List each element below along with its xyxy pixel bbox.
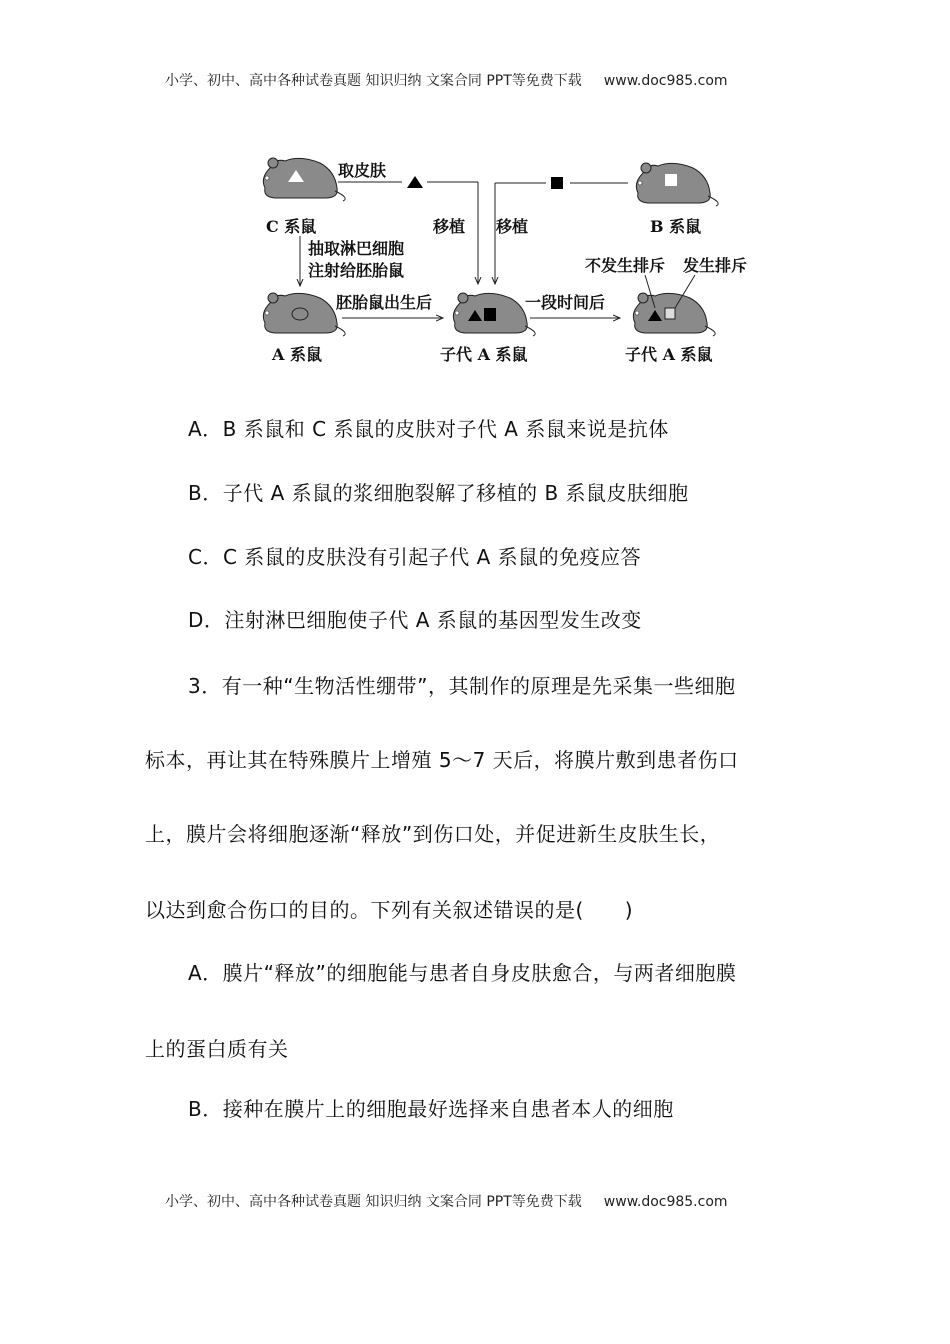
label-offspring: 子代 A 系鼠 <box>625 345 713 364</box>
option-a: A．B 系鼠和 C 系鼠的皮肤对子代 A 系鼠来说是抗体 <box>188 417 669 441</box>
option-c: C．C 系鼠的皮肤没有引起子代 A 系鼠的免疫应答 <box>188 545 642 569</box>
option-d: D．注射淋巴细胞使子代 A 系鼠的基因型发生改变 <box>188 608 642 632</box>
label-after-time: 一段时间后 <box>525 293 606 312</box>
question-3-text: 标本，再让其在特殊膜片上增殖 5～7 天后，将膜片敷到患者伤口 <box>145 748 739 772</box>
label-transplant: 移植 <box>433 217 466 236</box>
q3-option-b: B．接种在膜片上的细胞最好选择来自患者本人的细胞 <box>188 1097 674 1121</box>
a-mouse-icon <box>263 293 345 336</box>
label-after-birth: 胚胎鼠出生后 <box>336 293 433 312</box>
label-inject: 注射给胚胎鼠 <box>308 261 405 280</box>
page-header <box>165 70 728 90</box>
q3-option-a: A．膜片“释放”的细胞能与患者自身皮肤愈合，与两者细胞膜 <box>188 961 737 985</box>
c-mouse-icon <box>263 158 345 201</box>
question-3-text: 上，膜片会将细胞逐渐“释放”到伤口处，并促进新生皮肤生长， <box>145 822 721 846</box>
b-mouse-icon <box>636 163 718 206</box>
label-transplant: 移植 <box>496 217 529 236</box>
q3-option-a-cont: 上的蛋白质有关 <box>145 1037 289 1061</box>
label-take-skin: 取皮肤 <box>338 161 387 180</box>
header-text: 小学、初中、高中各种试卷真题 知识归纳 文案合同 PPT等免费下载 <box>165 73 582 89</box>
footer-url[interactable]: www.doc985.com <box>603 1194 728 1210</box>
question-3-text: 3．有一种“生物活性绷带”，其制作的原理是先采集一些细胞 <box>188 674 736 698</box>
label-rejection: 发生排斥 <box>683 256 748 275</box>
question-3-text: 以达到愈合伤口的目的。下列有关叙述错误的是( ) <box>145 898 634 922</box>
footer-text: 小学、初中、高中各种试卷真题 知识归纳 文案合同 PPT等免费下载 <box>165 1194 582 1210</box>
page-footer <box>165 1191 728 1211</box>
label-offspring: 子代 A 系鼠 <box>440 345 528 364</box>
label-no-rejection: 不发生排斥 <box>585 256 666 275</box>
label-extract: 抽取淋巴细胞 <box>308 239 405 258</box>
header-url[interactable]: www.doc985.com <box>603 73 728 89</box>
label-b-mouse: B 系鼠 <box>650 217 702 236</box>
label-c-mouse: C 系鼠 <box>266 217 317 236</box>
option-b: B．子代 A 系鼠的浆细胞裂解了移植的 B 系鼠皮肤细胞 <box>188 481 689 505</box>
square-skin-icon <box>665 174 677 186</box>
mouse-skin-graft-diagram <box>250 150 750 370</box>
label-a-mouse: A 系鼠 <box>272 345 322 364</box>
